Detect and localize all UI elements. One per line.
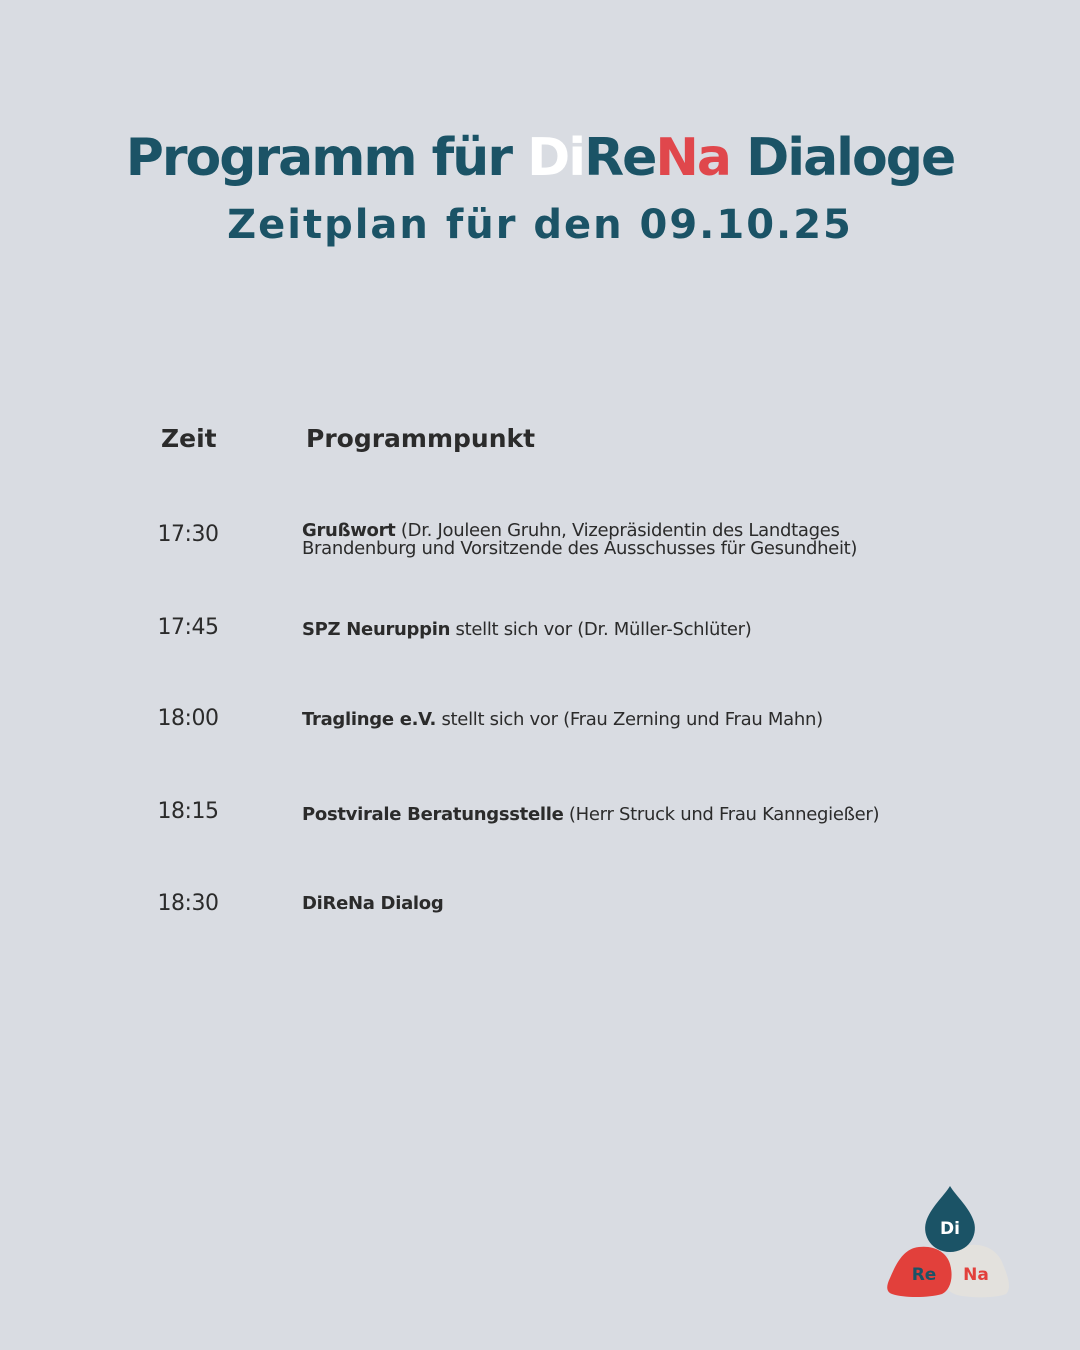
row-time: 18:15 [157,799,219,824]
column-header-item: Programmpunkt [306,424,536,453]
row-item-rest: stellt sich vor (Dr. Müller-Schlüter) [450,619,752,640]
row-item [302,522,922,558]
title-na: Na [655,128,730,188]
row-time: 17:30 [157,522,219,547]
logo-re-text: Re [911,1265,937,1285]
page-subtitle: Zeitplan für den 09.10.25 [227,202,853,248]
row-time: 18:30 [157,891,219,916]
title-prefix: Programm für [125,128,528,188]
row-item [302,806,922,824]
row-item-bold: DiReNa Dialog [302,893,444,914]
title-re: Re [584,128,656,188]
title-di: Di [527,128,585,188]
page-title [0,128,1080,188]
row-item-rest: stellt sich vor (Frau Zerning und Frau Mahn) [436,709,823,730]
row-item-bold: Postvirale Beratungsstelle [302,804,564,825]
logo-di-text: Di [940,1219,960,1239]
row-item-bold: Grußwort [302,520,396,541]
title-suffix: Dialoge [730,128,955,188]
row-time: 18:00 [157,706,219,731]
logo-na-text: Na [963,1265,989,1285]
row-item-bold: Traglinge e.V. [302,709,437,730]
row-item [302,621,922,639]
row-item-rest: (Dr. Jouleen Gruhn, Vizepräsidentin des Landtages [395,520,840,541]
row-item [302,711,922,729]
row-item-rest-line2: Brandenburg und Vorsitzende des Ausschusses für Gesundheit) [302,538,858,559]
direna-logo [884,1184,1016,1300]
column-header-time: Zeit [161,424,217,453]
row-item-rest: (Herr Struck und Frau Kannegießer) [563,804,880,825]
row-item [302,895,922,913]
row-time: 17:45 [157,615,219,640]
row-item-bold: SPZ Neuruppin [302,619,451,640]
